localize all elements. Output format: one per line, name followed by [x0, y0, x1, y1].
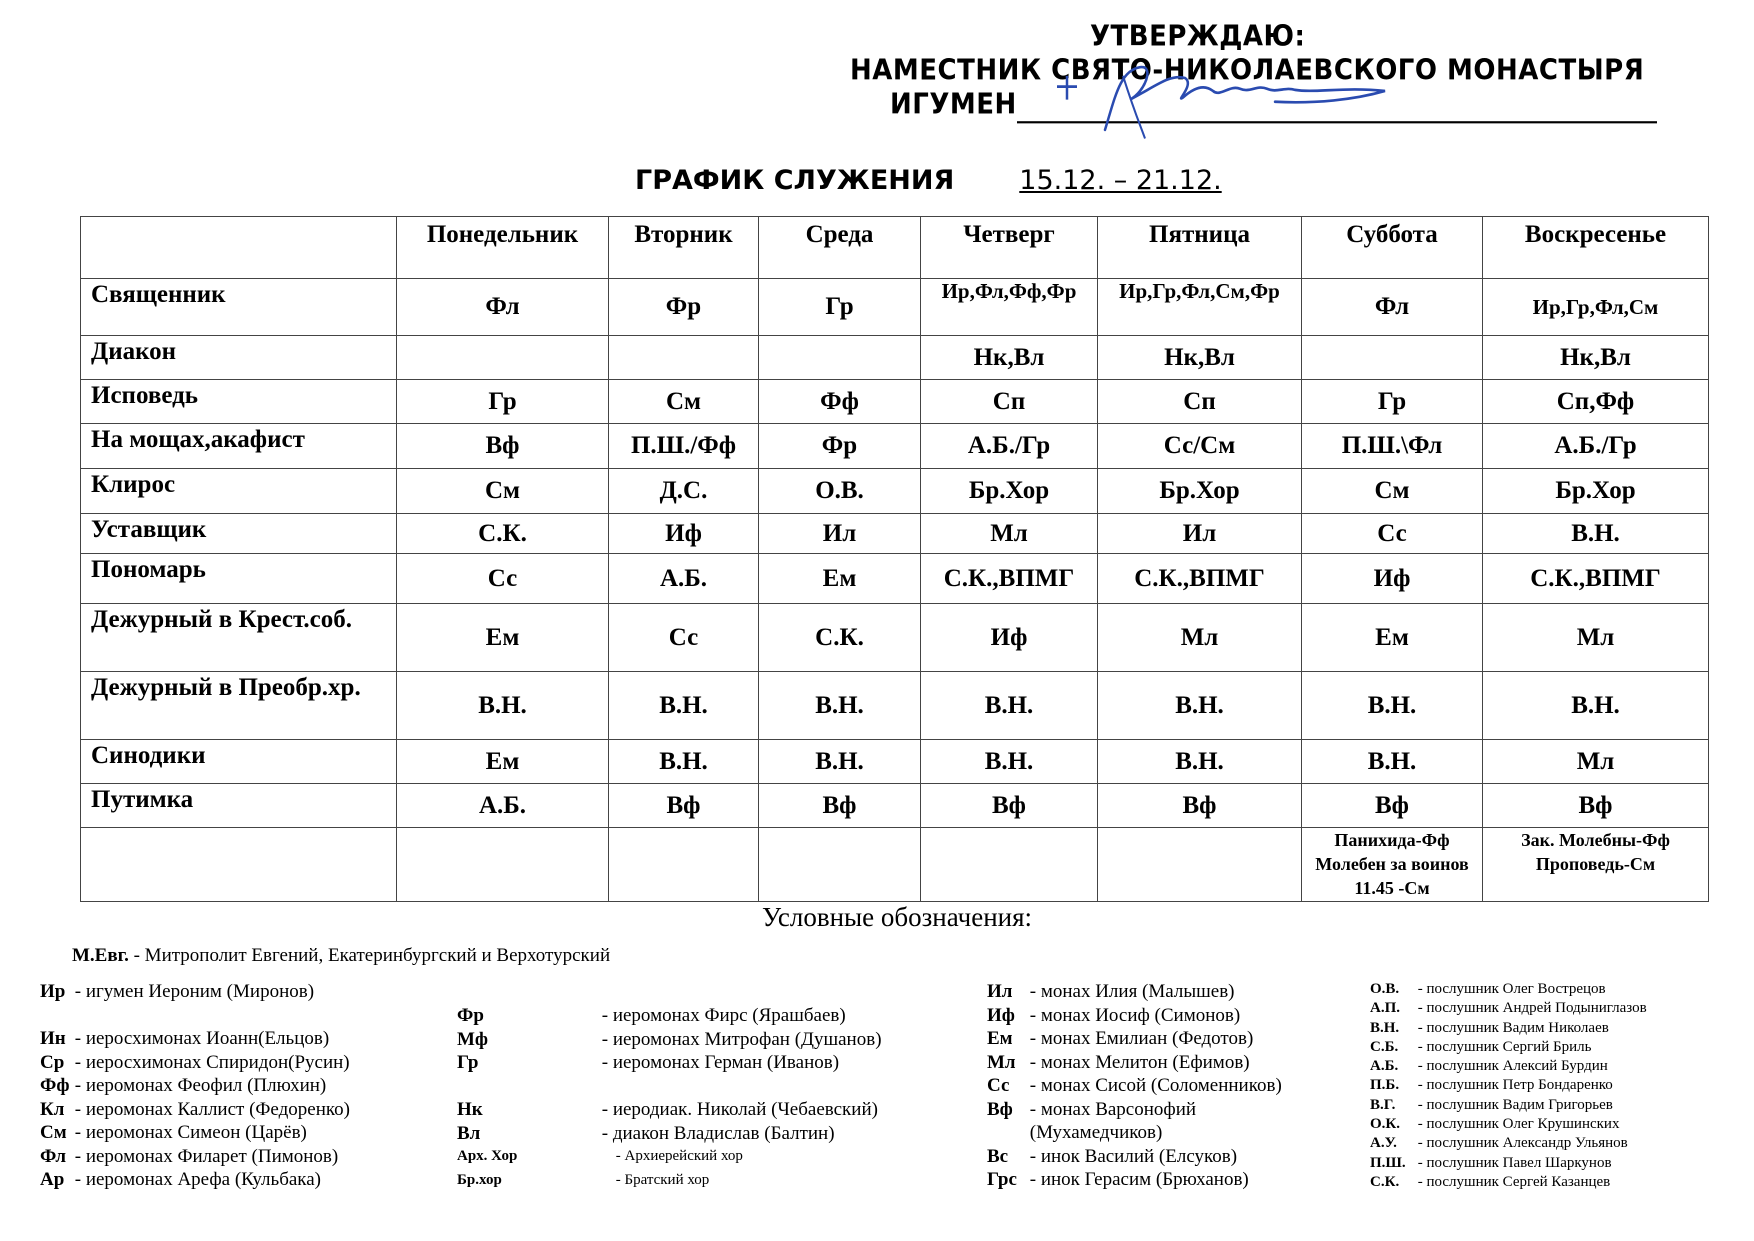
legend-text: - монах Емилиан (Федотов) [1029, 1028, 1254, 1049]
legend-abbr: Ем [987, 1028, 1013, 1049]
table-cell: В.Н. [759, 740, 921, 784]
legend-text: - иеросхимонах Спиридон(Русин) [74, 1051, 350, 1073]
table-cell: Иф [921, 604, 1098, 672]
legend-abbr: В.Г. [1370, 1096, 1396, 1113]
row-label: Уставщик [81, 514, 397, 554]
table-cell: Гр [397, 380, 609, 424]
legend-entry [40, 1168, 350, 1192]
row-label: Пономарь [81, 554, 397, 604]
day-header: Четверг [921, 217, 1098, 279]
table-cell: В.Н. [609, 672, 759, 740]
legend-abbr: П.Б. [1370, 1077, 1400, 1094]
table-cell: Вф [921, 784, 1098, 828]
legend-abbr: Вл [457, 1122, 481, 1144]
table-cell [759, 336, 921, 380]
approval-rank: ИГУМЕН [890, 88, 1017, 122]
table-row [81, 514, 1709, 554]
legend-abbr: Ср [40, 1051, 65, 1073]
table-cell: Мл [1483, 604, 1709, 672]
title-text: ГРАФИК СЛУЖЕНИЯ [635, 165, 955, 196]
table-cell: Ир,Гр,Фл,См,Фр [1098, 279, 1302, 336]
legend-abbr: А.Б. [1370, 1058, 1399, 1075]
table-cell: Мл [1098, 604, 1302, 672]
legend-top-entry [72, 945, 610, 967]
table-row [81, 380, 1709, 424]
table-cell: Ем [759, 554, 921, 604]
schedule-table [80, 216, 1709, 902]
legend-entry [1370, 1115, 1647, 1134]
legend-text: - послушник Андрей Подыниглазов [1417, 1000, 1647, 1017]
table-cell: Иф [1302, 554, 1483, 604]
legend-abbr: П.Ш. [1370, 1154, 1406, 1171]
table-cell: А.Б./Гр [1483, 424, 1709, 469]
legend-text: - монах Варсонофий [1029, 1098, 1197, 1120]
table-cell: См [609, 380, 759, 424]
legend-entry [457, 1122, 882, 1146]
table-cell: Гр [1302, 380, 1483, 424]
legend-entry [40, 1121, 350, 1145]
table-cell: Иф [609, 514, 759, 554]
legend-entry [987, 1051, 1282, 1075]
legend-abbr: Фр [457, 1005, 484, 1026]
legend-text: - иеромонах Герман (Иванов) [601, 1052, 840, 1073]
saturday-note: Панихида-Фф Молебен за воинов 11.45 -См [1302, 828, 1483, 902]
day-header: Среда [759, 217, 921, 279]
table-cell: В.Н. [1098, 740, 1302, 784]
day-header: Понедельник [397, 217, 609, 279]
legend-text: - послушник Сергий Бриль [1417, 1038, 1592, 1055]
legend-entry [457, 1051, 882, 1075]
legend-entry [40, 1074, 350, 1098]
legend-entry [457, 1145, 882, 1169]
legend-entry [1370, 1019, 1647, 1038]
table-row [81, 336, 1709, 380]
legend-abbr: Вс [987, 1145, 1009, 1167]
table-cell [609, 336, 759, 380]
sunday-note: Зак. Молебны-Фф Проповедь-См [1483, 828, 1709, 902]
table-cell: Ем [1302, 604, 1483, 672]
legend-entry [987, 1074, 1282, 1098]
table-row [81, 554, 1709, 604]
table-cell: Вф [609, 784, 759, 828]
legend-entry [40, 1051, 350, 1075]
table-cell: Фр [609, 279, 759, 336]
empty-cell [609, 828, 759, 902]
title-dates: 15.12. – 21.12. [1019, 165, 1222, 196]
table-cell: Вф [1483, 784, 1709, 828]
empty-cell [397, 828, 609, 902]
table-row [81, 469, 1709, 514]
table-cell: В.Н. [609, 740, 759, 784]
legend-abbr: О.К. [1370, 1116, 1401, 1133]
legend-text: - иеродиак. Николай (Чебаевский) [601, 1099, 878, 1120]
table-cell: Ил [1098, 514, 1302, 554]
legend-abbr: Ил [987, 981, 1013, 1002]
legend-entry [40, 1027, 350, 1051]
approval-position: НАМЕСТНИК СВЯТО-НИКОЛАЕВСКОГО МОНАСТЫРЯ [850, 54, 1645, 88]
table-cell: В.Н. [1483, 672, 1709, 740]
legend-text: - монах Сисой (Соломенников) [1029, 1075, 1282, 1096]
legend-abbr: О.В. [1370, 981, 1400, 997]
table-cell: Нк,Вл [1483, 336, 1709, 380]
table-cell: В.Н. [759, 672, 921, 740]
table-cell: В.Н. [921, 672, 1098, 740]
table-cell: Сс/См [1098, 424, 1302, 469]
legend-entry [1370, 1173, 1647, 1192]
table-row [81, 672, 1709, 740]
table-cell: С.К. [759, 604, 921, 672]
legend-entry [987, 980, 1282, 1004]
legend-entry [1370, 980, 1647, 999]
legend-entry [1370, 1134, 1647, 1153]
legend-text: - послушник Вадим Николаев [1417, 1019, 1609, 1036]
table-cell: А.Б. [609, 554, 759, 604]
table-cell: Бр.Хор [1483, 469, 1709, 514]
legend-title: Условные обозначения: [762, 902, 1033, 932]
legend-abbr: Бр.хор [457, 1171, 502, 1188]
legend-abbr: С.Б. [1370, 1038, 1399, 1055]
schedule-title [635, 165, 1222, 196]
legend-abbr: С.К. [1370, 1173, 1400, 1190]
legend-column-1 [40, 980, 350, 1192]
table-cell: Сс [609, 604, 759, 672]
day-header: Воскресенье [1483, 217, 1709, 279]
legend-text: - Архиерейский хор [615, 1148, 743, 1164]
legend-text: (Мухамедчиков) [1029, 1122, 1163, 1143]
table-cell: Сп [921, 380, 1098, 424]
legend-abbr: Арх. Хор [457, 1148, 518, 1164]
table-cell: См [397, 469, 609, 514]
day-header: Пятница [1098, 217, 1302, 279]
legend-entry [1370, 1076, 1647, 1095]
legend-text: - монах Илия (Малышев) [1029, 981, 1235, 1002]
table-cell: В.Н. [1302, 672, 1483, 740]
table-cell: В.Н. [397, 672, 609, 740]
approval-block [850, 20, 1670, 122]
table-cell: Ир,Фл,Фф,Фр [921, 279, 1098, 336]
legend-abbr: Фф [40, 1075, 70, 1096]
legend-abbr: Иф [987, 1004, 1015, 1026]
header-row [81, 217, 1709, 279]
table-row [81, 279, 1709, 336]
legend-text: - иеромонах Симеон (Царёв) [74, 1122, 307, 1143]
legend-text: - послушник Петр Бондаренко [1417, 1077, 1613, 1094]
legend-entry [987, 1027, 1282, 1051]
row-label: Диакон [81, 336, 397, 380]
legend-abbr: А.У. [1370, 1135, 1397, 1152]
legend-abbr: Вф [987, 1098, 1013, 1120]
legend-text: - монах Мелитон (Ефимов) [1029, 1051, 1250, 1073]
legend-entry [457, 1169, 882, 1193]
table-row [81, 604, 1709, 672]
table-cell: Ир,Гр,Фл,См [1483, 279, 1709, 336]
legend-text: - послушник Павел Шаркунов [1417, 1154, 1612, 1171]
table-cell: Фл [1302, 279, 1483, 336]
row-label: Исповедь [81, 380, 397, 424]
table-cell: Сп,Фф [1483, 380, 1709, 424]
table-cell: Сс [397, 554, 609, 604]
table-cell: Бр.Хор [921, 469, 1098, 514]
table-cell: А.Б. [397, 784, 609, 828]
legend-text: - монах Иосиф (Симонов) [1029, 1004, 1241, 1026]
corner-cell [81, 217, 397, 279]
legend-entry [40, 1098, 350, 1122]
table-cell: Ем [397, 604, 609, 672]
approval-signature-line [890, 87, 1670, 124]
row-label: На мощах,акафист [81, 424, 397, 469]
row-label: Клирос [81, 469, 397, 514]
legend-entry [40, 1145, 350, 1169]
table-row [81, 784, 1709, 828]
table-cell: Нк,Вл [921, 336, 1098, 380]
legend-column-4 [1370, 980, 1647, 1192]
legend-abbr: Ир [40, 981, 66, 1002]
table-cell: А.Б./Гр [921, 424, 1098, 469]
table-cell: Вф [397, 424, 609, 469]
table-cell: Мл [921, 514, 1098, 554]
legend-abbr: Мл [987, 1051, 1016, 1073]
legend-entry [1370, 1096, 1647, 1115]
legend-text: - иеромонах Феофил (Плюхин) [74, 1075, 327, 1096]
legend-text: - послушник Олег Вострецов [1417, 981, 1606, 997]
table-cell: Фф [759, 380, 921, 424]
legend-text: - инок Герасим (Брюханов) [1029, 1169, 1249, 1190]
table-cell: В.Н. [921, 740, 1098, 784]
table-cell: Вф [1098, 784, 1302, 828]
table-cell: Вф [1302, 784, 1483, 828]
legend-text: - иеромонах Филарет (Пимонов) [74, 1145, 339, 1167]
legend-abbr: См [40, 1122, 67, 1143]
legend-abbr: Мф [457, 1028, 489, 1050]
legend-entry [987, 1168, 1282, 1192]
legend-abbr: Фл [40, 1145, 67, 1167]
legend-text: - Братский хор [615, 1171, 710, 1188]
day-header: Суббота [1302, 217, 1483, 279]
table-cell: О.В. [759, 469, 921, 514]
legend-text: - послушник Алексий Бурдин [1417, 1058, 1608, 1075]
legend-text: - иеромонах Митрофан (Душанов) [601, 1028, 882, 1050]
notes-row [81, 828, 1709, 902]
approval-heading: УТВЕРЖДАЮ: [1090, 20, 1306, 54]
legend-text: - иеросхимонах Иоанн(Ельцов) [74, 1028, 330, 1049]
legend-abbr: Ин [40, 1028, 66, 1049]
legend-entry [987, 1145, 1282, 1169]
legend-entry [1370, 999, 1647, 1018]
legend-abbr: А.П. [1370, 1000, 1400, 1017]
table-row [81, 740, 1709, 784]
table-cell: Нк,Вл [1098, 336, 1302, 380]
legend-text: - диакон Владислав (Балтин) [601, 1122, 835, 1144]
legend-text: - послушник Сергей Казанцев [1417, 1173, 1611, 1190]
empty-cell [759, 828, 921, 902]
table-cell [1302, 336, 1483, 380]
legend-text: - Митрополит Евгений, Екатеринбургский и Верхотурский [133, 945, 611, 966]
empty-cell [1098, 828, 1302, 902]
legend-gap [40, 1004, 350, 1028]
table-cell: См [1302, 469, 1483, 514]
table-cell: С.К. [397, 514, 609, 554]
legend-abbr: В.Н. [1370, 1019, 1400, 1036]
empty-cell [921, 828, 1098, 902]
row-label: Дежурный в Крест.соб. [81, 604, 397, 672]
legend-abbr: Гр [457, 1052, 479, 1073]
empty-cell [81, 828, 397, 902]
table-cell: Сп [1098, 380, 1302, 424]
table-cell: Ил [759, 514, 921, 554]
table-cell: Вф [759, 784, 921, 828]
table-cell [397, 336, 609, 380]
table-cell: Мл [1483, 740, 1709, 784]
table-cell: Ем [397, 740, 609, 784]
row-label: Священник [81, 279, 397, 336]
table-cell: П.Ш./Фф [609, 424, 759, 469]
legend-text: - послушник Олег Крушинских [1417, 1116, 1620, 1133]
table-cell: С.К.,ВПМГ [1098, 554, 1302, 604]
legend-text: - послушник Александр Ульянов [1417, 1135, 1628, 1152]
table-cell: С.К.,ВПМГ [1483, 554, 1709, 604]
table-cell: Бр.Хор [1098, 469, 1302, 514]
table-cell: П.Ш.\Фл [1302, 424, 1483, 469]
legend-entry [1370, 1057, 1647, 1076]
row-label: Синодики [81, 740, 397, 784]
table-cell: В.Н. [1302, 740, 1483, 784]
legend-text: - послушник Вадим Григорьев [1417, 1096, 1613, 1113]
legend-text: - иеромонах Арефа (Кульбака) [74, 1169, 322, 1190]
table-cell: С.К.,ВПМГ [921, 554, 1098, 604]
legend-entry [40, 980, 350, 1004]
legend-abbr: Грс [987, 1169, 1017, 1190]
table-cell: В.Н. [1098, 672, 1302, 740]
day-header: Вторник [609, 217, 759, 279]
legend-entry [457, 1004, 882, 1028]
legend-text: - игумен Иероним (Миронов) [74, 981, 315, 1002]
table-row [81, 424, 1709, 469]
table-cell: Фр [759, 424, 921, 469]
legend-column-2 [457, 1004, 882, 1192]
legend-gap [457, 1075, 882, 1099]
legend-entry [1370, 1038, 1647, 1057]
legend-abbr: Сс [987, 1075, 1010, 1096]
legend-entry [987, 1004, 1282, 1028]
legend-entry [1370, 1154, 1647, 1173]
handwritten-signature [1045, 54, 1405, 140]
legend-entry [987, 1098, 1282, 1122]
row-label: Путимка [81, 784, 397, 828]
table-cell: Сс [1302, 514, 1483, 554]
table-cell: Д.С. [609, 469, 759, 514]
legend-text: - иеромонах Фирс (Ярашбаев) [601, 1005, 846, 1026]
legend-entry [987, 1121, 1282, 1145]
legend-text: - инок Василий (Елсуков) [1029, 1145, 1238, 1167]
legend-abbr: Нк [457, 1099, 483, 1120]
table-cell: Фл [397, 279, 609, 336]
legend-entry [457, 1098, 882, 1122]
table-cell: Гр [759, 279, 921, 336]
legend-abbr: М.Евг. [72, 945, 129, 966]
table-cell: В.Н. [1483, 514, 1709, 554]
row-label: Дежурный в Преобр.хр. [81, 672, 397, 740]
legend-abbr: Кл [40, 1098, 65, 1120]
legend-text: - иеромонах Каллист (Федоренко) [74, 1098, 350, 1120]
legend-abbr: Ар [40, 1169, 65, 1190]
legend-entry [457, 1028, 882, 1052]
legend-column-3 [987, 980, 1282, 1192]
